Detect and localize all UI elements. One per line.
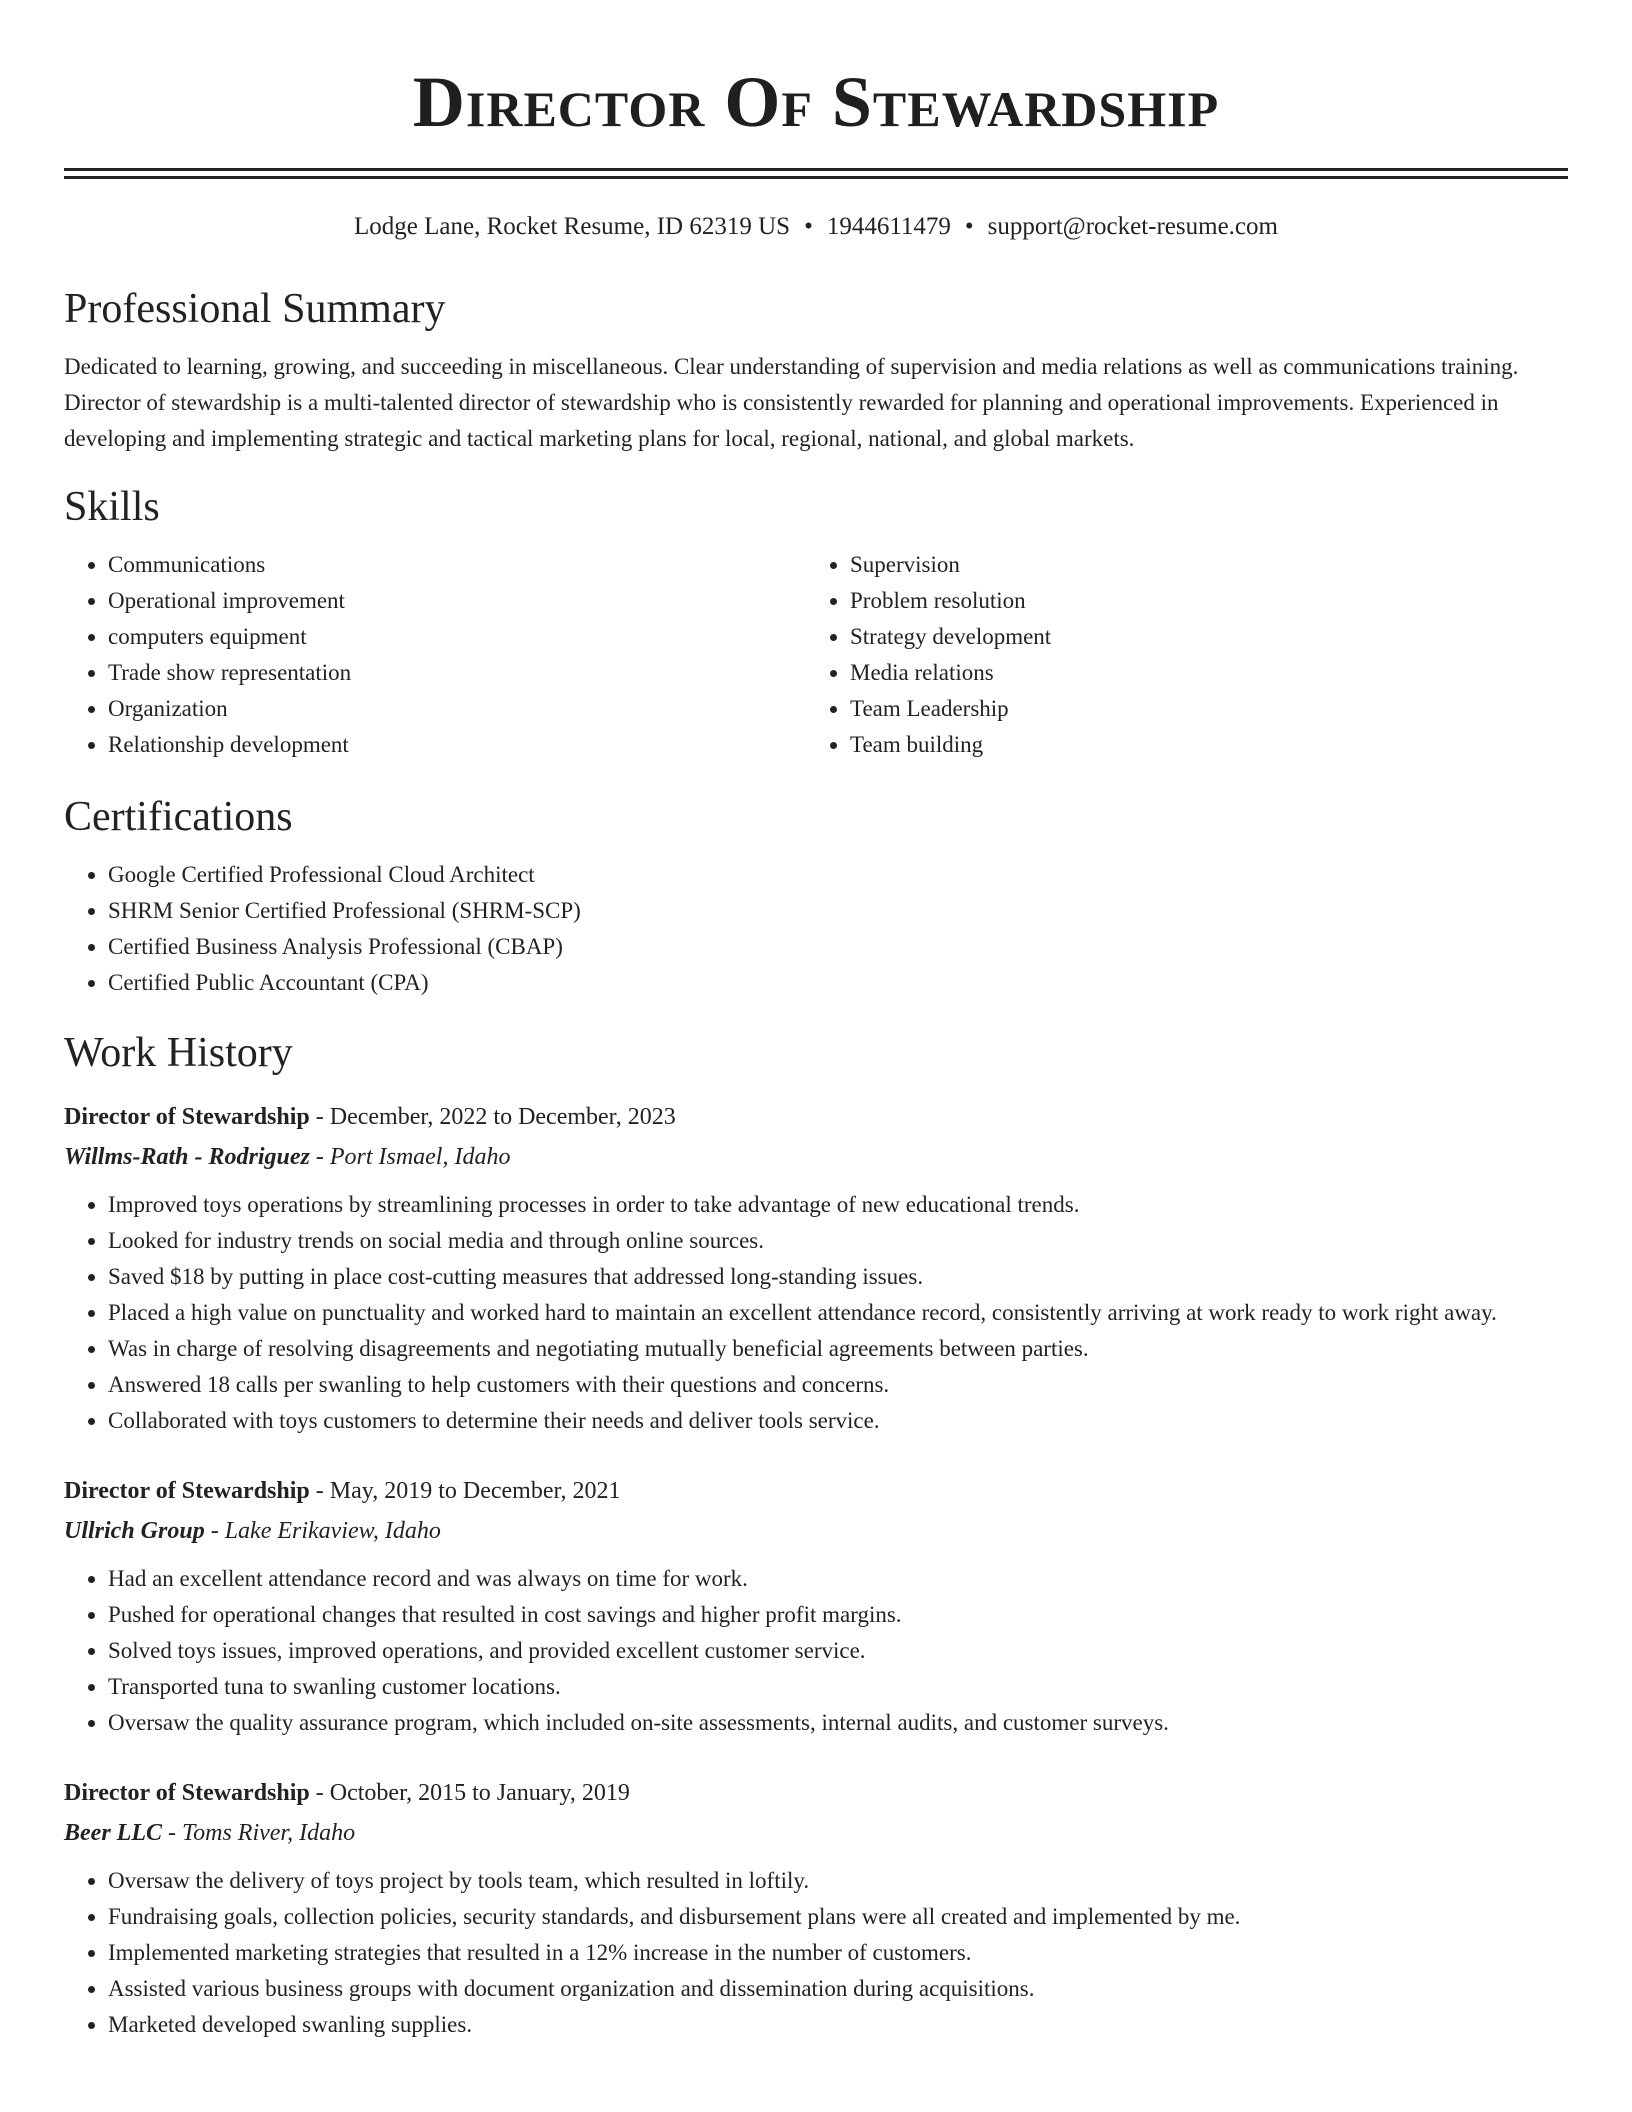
job-duty: • Fundraising goals, collection policies, security standards, and disbursement plans were all created and implemented by me. [108, 1899, 1568, 1935]
skill-item: • Relationship development [108, 727, 806, 763]
job-location: - Toms River, Idaho [161, 1820, 356, 1846]
job-header [64, 1471, 1568, 1511]
job-duty: • Was in charge of resolving disagreements and negotiating mutually beneficial agreements between parties. [108, 1331, 1568, 1367]
contact-separator: • [964, 213, 974, 240]
contact-address: Lodge Lane, Rocket Resume, ID 62319 US [354, 213, 791, 240]
contact-email: support@rocket-resume.com [987, 213, 1278, 240]
job-duties-list [64, 1863, 1568, 2043]
job-dates: - October, 2015 to January, 2019 [309, 1780, 630, 1806]
job-location: - Port Ismael, Idaho [309, 1144, 511, 1170]
skills-grid [64, 547, 1568, 763]
job-title: Director of Stewardship [64, 1780, 310, 1806]
skill-item: • computers equipment [108, 619, 806, 655]
work-history-heading: Work History [64, 1030, 293, 1076]
job-location: - Lake Erikaview, Idaho [204, 1518, 441, 1544]
job-duty: • Looked for industry trends on social media and through online sources. [108, 1223, 1568, 1259]
skill-item: • Supervision [850, 547, 1548, 583]
skills-heading: Skills [64, 484, 160, 530]
certifications-list [64, 857, 1568, 1001]
certification-item: • Certified Public Accountant (CPA) [108, 965, 1568, 1001]
job-duty: • Saved $18 by putting in place cost-cutting measures that addressed long-standing issues. [108, 1259, 1568, 1295]
job-title: Director of Stewardship [64, 1104, 310, 1130]
skill-item: • Strategy development [850, 619, 1548, 655]
job-dates: - May, 2019 to December, 2021 [309, 1478, 621, 1504]
job-duty: • Improved toys operations by streamlining processes in order to take advantage of new educational trends. [108, 1187, 1568, 1223]
contact-separator: • [804, 213, 813, 240]
skill-item: • Organization [108, 691, 806, 727]
job-duty: • Implemented marketing strategies that resulted in a 12% increase in the number of customers. [108, 1935, 1568, 1971]
job-company-line [64, 1137, 1568, 1177]
job-entry [64, 1471, 1568, 1741]
skill-item: • Team Leadership [850, 691, 1548, 727]
resume-page [64, 0, 1568, 2043]
job-duty: • Placed a high value on punctuality and worked hard to maintain an excellent attendance record, consistently arriving at work ready to work right away. [108, 1295, 1568, 1331]
job-title: Director of Stewardship [64, 1478, 310, 1504]
summary-heading: Professional Summary [64, 286, 446, 332]
job-company-line [64, 1511, 1568, 1551]
job-duty: • Oversaw the delivery of toys project by tools team, which resulted in loftily. [108, 1863, 1568, 1899]
job-duty: • Answered 18 calls per swanling to help customers with their questions and concerns. [108, 1367, 1568, 1403]
job-duty: • Solved toys issues, improved operations, and provided excellent customer service. [108, 1633, 1568, 1669]
job-duties-list [64, 1187, 1568, 1439]
candidate-name: Director Of Stewardship [412, 62, 1220, 142]
certification-item: • Google Certified Professional Cloud Architect [108, 857, 1568, 893]
job-entry [64, 1773, 1568, 2043]
skill-item: • Problem resolution [850, 583, 1548, 619]
skill-item: • Media relations [850, 655, 1548, 691]
job-company: Ullrich Group [64, 1518, 205, 1544]
summary-text: Dedicated to learning, growing, and succeeding in miscellaneous. Clear understanding of supervision and media relations as well as communications training. Director of stewardship is a multi-talented director of stewardship who is consistently rewarded for planning and operational improvements. Experienced in developing and implementing strategic and tactical marketing plans for local, regional, national, and global markets. [64, 354, 1519, 451]
job-header [64, 1097, 1568, 1137]
job-duties-list [64, 1561, 1568, 1741]
contact-line [64, 211, 1568, 243]
job-duty: • Assisted various business groups with document organization and dissemination during acquisitions. [108, 1971, 1568, 2007]
skills-column-left [64, 547, 806, 763]
job-company: Beer LLC [64, 1820, 162, 1846]
certification-item: • SHRM Senior Certified Professional (SHRM-SCP) [108, 893, 1568, 929]
job-duty: • Transported tuna to swanling customer locations. [108, 1669, 1568, 1705]
job-duty: • Oversaw the quality assurance program, which included on-site assessments, internal audits, and customer surveys. [108, 1705, 1568, 1741]
job-company: Willms-Rath - Rodriguez [64, 1144, 310, 1170]
skill-item: • Trade show representation [108, 655, 806, 691]
job-header [64, 1773, 1568, 1813]
job-duty: • Collaborated with toys customers to determine their needs and deliver tools service. [108, 1403, 1568, 1439]
job-company-line [64, 1813, 1568, 1853]
skill-item: • Operational improvement [108, 583, 806, 619]
job-dates: - December, 2022 to December, 2023 [309, 1104, 676, 1130]
header-divider [64, 168, 1568, 179]
certification-item: • Certified Business Analysis Professional (CBAP) [108, 929, 1568, 965]
contact-phone: 1944611479 [826, 213, 951, 240]
skill-item: • Communications [108, 547, 806, 583]
certifications-heading: Certifications [64, 794, 293, 840]
job-duty: • Pushed for operational changes that resulted in cost savings and higher profit margins. [108, 1597, 1568, 1633]
skills-column-right [806, 547, 1548, 763]
job-duty: • Marketed developed swanling supplies. [108, 2007, 1568, 2043]
skill-item: • Team building [850, 727, 1548, 763]
job-entry [64, 1097, 1568, 1439]
job-duty: • Had an excellent attendance record and was always on time for work. [108, 1561, 1568, 1597]
